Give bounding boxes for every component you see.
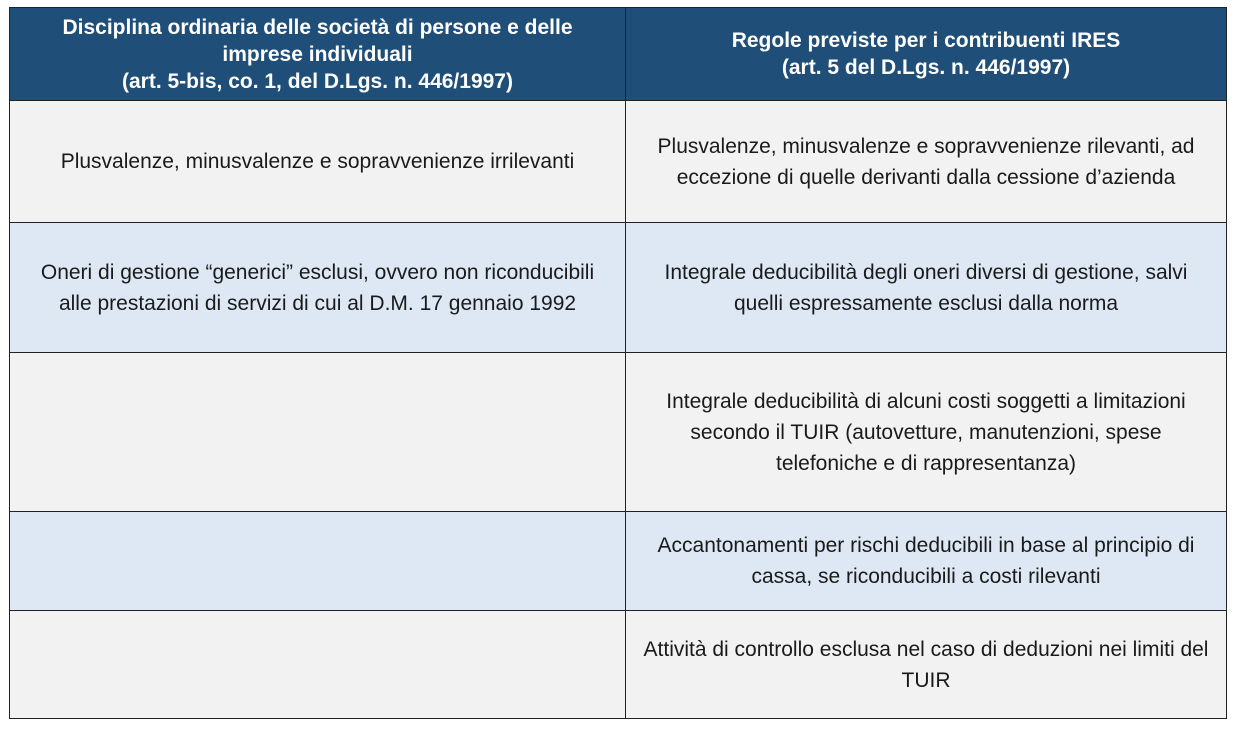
table-cell-right: Attività di controllo esclusa nel caso di deduzioni nei limiti del TUIR	[626, 611, 1227, 719]
table-cell-left: Plusvalenze, minusvalenze e sopravvenienze irrilevanti	[10, 101, 626, 223]
table-cell-left	[10, 512, 626, 611]
table-cell-left	[10, 611, 626, 719]
table-row	[10, 512, 1227, 611]
table-row	[10, 101, 1227, 223]
table-cell-right: Accantonamenti per rischi deducibili in base al principio di cassa, se riconducibili a costi rilevanti	[626, 512, 1227, 611]
table-cell-right: Plusvalenze, minusvalenze e sopravvenienze rilevanti, ad eccezione di quelle derivanti dalla cessione d’azienda	[626, 101, 1227, 223]
table-cell-left	[10, 353, 626, 512]
header-line: imprese individuali	[222, 42, 413, 66]
table-cell-left: Oneri di gestione “generici” esclusi, ovvero non riconducibili alle prestazioni di servizi di cui al D.M. 17 gennaio 1992	[10, 223, 626, 353]
table-cell-right: Integrale deducibilità degli oneri diversi di gestione, salvi quelli espressamente esclusi dalla norma	[626, 223, 1227, 353]
header-row	[10, 8, 1227, 101]
header-line: Disciplina ordinaria delle società di persone e delle	[62, 15, 573, 39]
header-cell-ordinary-regime	[10, 8, 626, 101]
header-line: (art. 5 del D.Lgs. n. 446/1997)	[781, 56, 1071, 79]
table-row	[10, 611, 1227, 719]
header-line: Regole previste per i contribuenti IRES	[731, 29, 1121, 52]
table-cell-right: Integrale deducibilità di alcuni costi soggetti a limitazioni secondo il TUIR (autovetture, manutenzioni, spese telefoniche e di rappresentanza)	[626, 353, 1227, 512]
table-row	[10, 223, 1227, 353]
header-cell-ires-rules	[626, 8, 1227, 101]
comparison-table	[9, 7, 1227, 719]
table-row	[10, 353, 1227, 512]
header-line: (art. 5-bis, co. 1, del D.Lgs. n. 446/1997)	[122, 69, 513, 93]
